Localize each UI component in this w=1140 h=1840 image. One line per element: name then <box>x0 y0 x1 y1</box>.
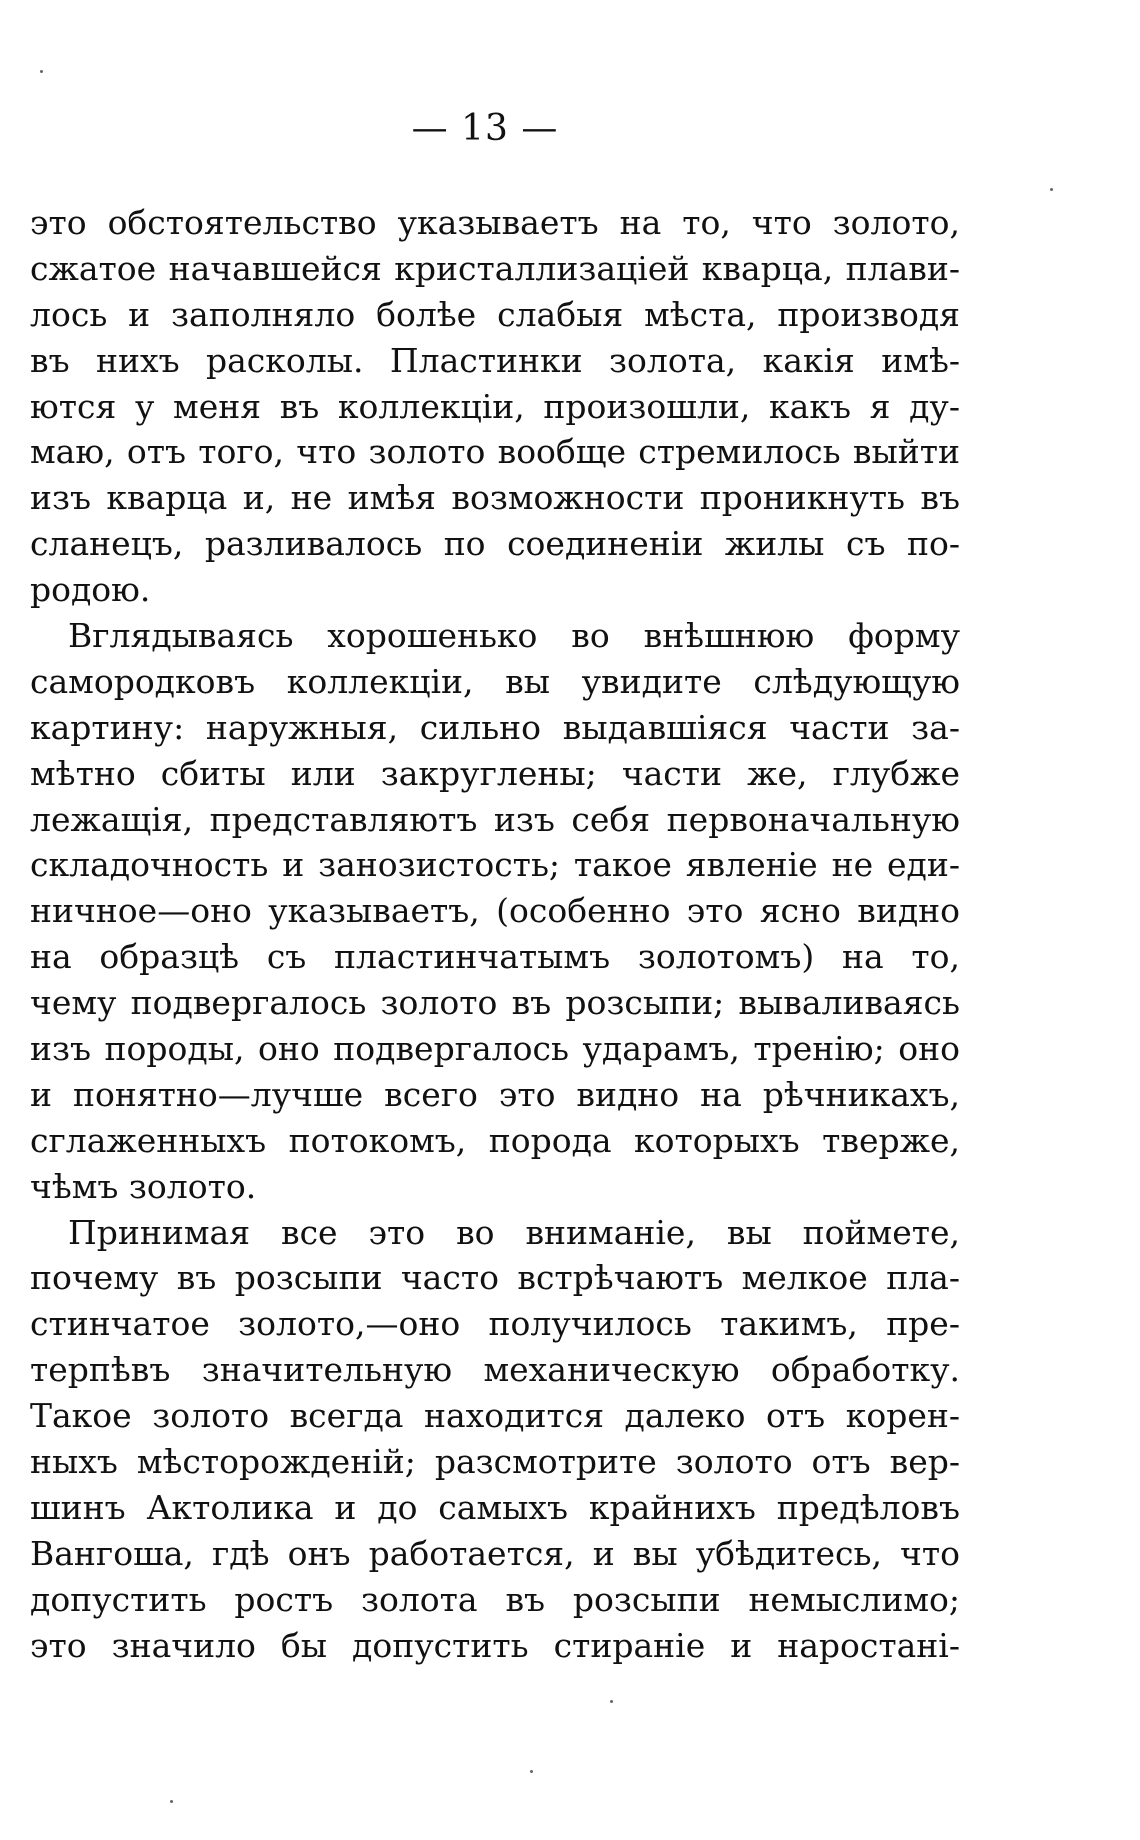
page-number: — 13 — <box>411 108 559 149</box>
paragraph-1 <box>30 200 960 613</box>
text-line: сланецъ, разливалось по соединенiи жилы съ по- <box>30 524 960 564</box>
text-line: и понятно—лучше всего это видно на рѣчникахъ, <box>30 1074 960 1114</box>
text-line: ныхъ мѣсторожденiй; разсмотрите золото отъ вер- <box>30 1442 960 1482</box>
text-line: картину: наружныя, сильно выдавшiяся части за- <box>30 707 960 747</box>
text-line: допустить ростъ золота въ розсыпи немыслимо; <box>30 1579 960 1619</box>
scan-speck <box>1050 188 1053 191</box>
text-line: изъ кварца и, не имѣя возможности проникнуть въ <box>30 478 960 518</box>
scan-speck <box>170 1800 173 1803</box>
scan-speck <box>530 1770 533 1773</box>
text-line: сжатое начавшейся кристаллизацiей кварца, плави- <box>30 248 960 288</box>
scan-speck <box>40 70 43 73</box>
paragraph-2 <box>30 613 960 1210</box>
text-line: самородковъ коллекцiи, вы увидите слѣдующую <box>30 661 960 701</box>
paragraph-3 <box>30 1210 960 1669</box>
text-line: чему подвергалось золото въ розсыпи; вываливаясь <box>30 983 960 1023</box>
text-line: мѣтно сбиты или закруглены; части же, глубже <box>30 753 960 793</box>
text-line: чѣмъ золото. <box>30 1166 257 1206</box>
text-line: изъ породы, оно подвергалось ударамъ, тренiю; оно <box>30 1029 960 1069</box>
text-line: складочность и занозистость; такое явленiе не еди- <box>30 845 960 885</box>
scan-speck <box>610 1700 613 1703</box>
text-line: лежащiя, представляютъ изъ себя первоначальную <box>30 799 960 839</box>
text-line: Такое золото всегда находится далеко отъ корен- <box>30 1396 960 1436</box>
text-line: Принимая все это во вниманiе, вы поймете, <box>68 1212 960 1252</box>
text-line: маю, отъ того, что золото вообще стремилось выйти <box>30 432 960 472</box>
text-line: на образцѣ съ пластинчатымъ золотомъ) на то, <box>30 937 960 977</box>
text-line: Вглядываясь хорошенько во внѣшнюю форму <box>68 616 960 656</box>
body-text <box>30 200 960 1669</box>
text-line: сглаженныхъ потокомъ, порода которыхъ тверже, <box>30 1120 960 1160</box>
text-line: это значило бы допустить стиранiе и наростанi- <box>30 1625 960 1665</box>
text-line: терпѣвъ значительную механическую обработку. <box>30 1350 960 1390</box>
text-line: лось и заполняло болѣе слабыя мѣста, производя <box>30 294 960 334</box>
text-line: ются у меня въ коллекцiи, произошли, какъ я ду- <box>30 386 960 426</box>
text-line: почему въ розсыпи часто встрѣчаютъ мелкое пла- <box>30 1258 960 1298</box>
text-line: это обстоятельство указываетъ на то, что золото, <box>30 203 960 242</box>
text-line: въ нихъ расколы. Пластинки золота, какiя имѣ- <box>30 340 960 380</box>
text-line: стинчатое золото,—оно получилось такимъ, пре- <box>30 1304 960 1344</box>
text-line: ничное—оно указываетъ, (особенно это ясно видно <box>30 891 960 931</box>
text-line: Вангоша, гдѣ онъ работается, и вы убѣдитесь, что <box>30 1533 960 1573</box>
text-line: родою. <box>30 570 151 610</box>
text-line: шинъ Актолика и до самыхъ крайнихъ предѣловъ <box>30 1487 960 1527</box>
